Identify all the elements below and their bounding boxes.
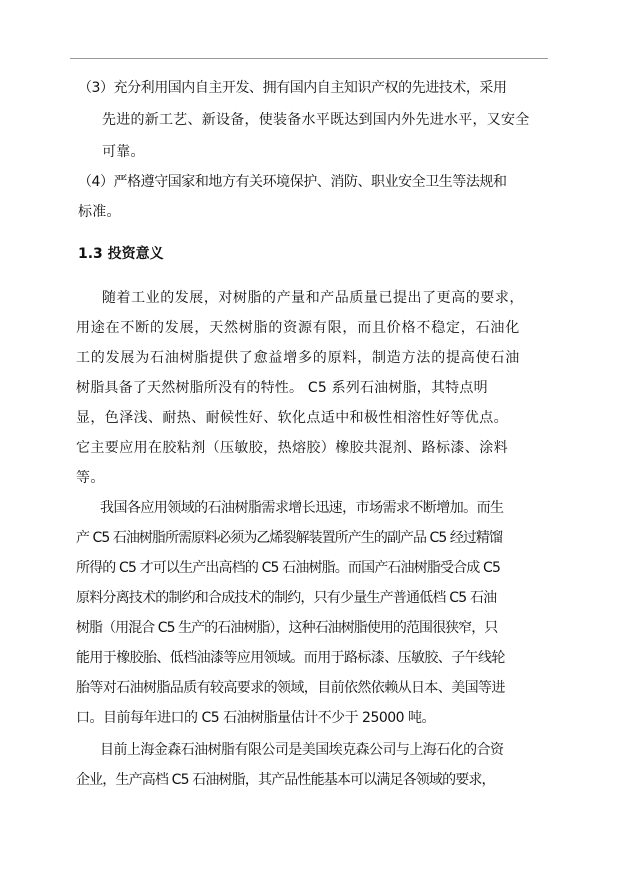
- para1-line: 它主要应用在胶粘剂（压敏胶，热熔胶）橡胶共混剂、路标漆、涂料: [76, 440, 508, 456]
- item4-line1: （4）严格遵守国家和地方有关环境保护、消防、职业安全卫生等法规和: [78, 174, 507, 190]
- item3-line2: 先进的新工艺、新设备，使装备水平既达到国内外先进水平，又安全: [102, 112, 530, 128]
- para3-line: 目前上海金森石油树脂有限公司是美国埃克森公司与上海石化的合资: [100, 742, 504, 758]
- item3-line1: （3）充分利用国内自主开发、拥有国内自主知识产权的先进技术，采用: [78, 80, 507, 96]
- para2-line: 口。目前每年进口的 C5 石油树脂量估计不少于 25000 吨。: [76, 710, 436, 726]
- para2-line: 能用于橡胶胎、低档油漆等应用领域。而用于路标漆、压敏胶、子午线轮: [76, 650, 505, 666]
- para2-line: 胎等对石油树脂品质有较高要求的领域，目前依然依赖从日本、美国等进: [76, 680, 505, 696]
- para1-line: 用途在不断的发展，天然树脂的资源有限，而且价格不稳定，石油化: [76, 320, 520, 336]
- para1-line: 等。: [76, 470, 105, 486]
- para1-line: 工的发展为石油树脂提供了愈益增多的原料，制造方法的提高使石油: [76, 350, 520, 366]
- para2-line: 原料分离技术的制约和合成技术的制约，只有少量生产普通低档 C5 石油: [76, 590, 497, 606]
- para1-line: 树脂具备了天然树脂所没有的特性。 C5 系列石油树脂，其特点明: [76, 380, 488, 396]
- para2-line: 我国各应用领域的石油树脂需求增长迅速，市场需求不断增加。而生: [100, 500, 504, 516]
- para2-line: 所得的 C5 才可以生产出高档的 C5 石油树脂。而国产石油树脂受合成 C5: [76, 560, 500, 576]
- header-rule: [70, 58, 548, 59]
- item3-line3: 可靠。: [102, 144, 145, 160]
- para1-line: 随着工业的发展，对树脂的产量和产品质量已提出了更高的要求，: [102, 290, 524, 306]
- para3-line: 企业，生产高档 C5 石油树脂，其产品性能基本可以满足各领域的要求，: [76, 772, 495, 788]
- para2-line: 树脂（用混合 C5 生产的石油树脂），这种石油树脂使用的范围很狭窄，只: [76, 620, 498, 636]
- item4-line2: 标准。: [78, 204, 121, 220]
- para1-line: 显，色泽浅、耐热、耐候性好、软化点适中和极性相溶性好等优点。: [76, 410, 508, 426]
- section-heading: 1.3 投资意义: [78, 246, 164, 262]
- para2-line: 产 C5 石油树脂所需原料必须为乙烯裂解装置所产生的副产品 C5 经过精馏: [76, 530, 503, 546]
